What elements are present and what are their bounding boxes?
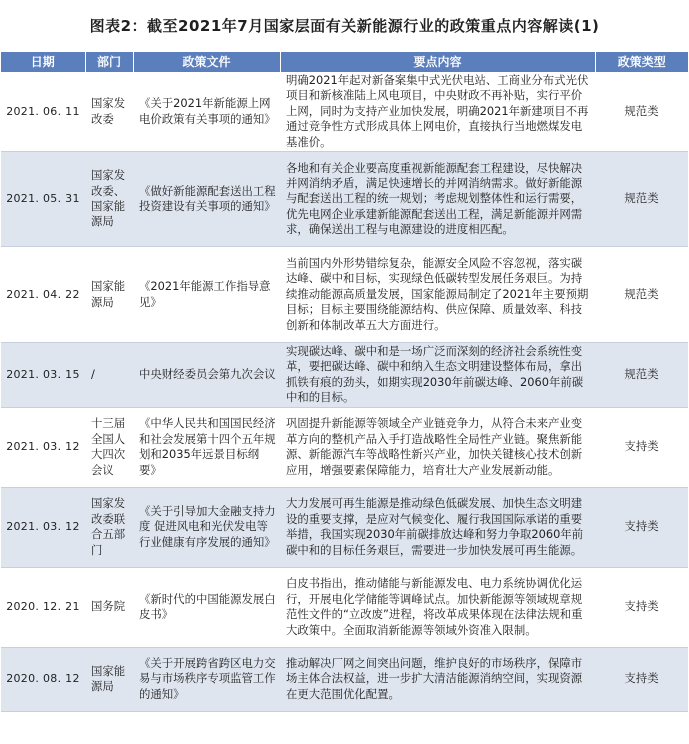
cell-dept: 国家能源局: [85, 247, 133, 343]
table-row: [1, 647, 688, 711]
cell-doc: 《2021年能源工作指导意见》: [133, 247, 280, 343]
cell-doc: 《关于引导加大金融支持力度 促进风电和光伏发电等行业健康有序发展的通知》: [133, 487, 280, 567]
cell-content: 推动解决厂网之间突出问题，维护良好的市场秩序，保障市场主体合法权益，进一步扩大清洁能源消纳空间，实现资源在更大范围优化配置。: [280, 647, 595, 711]
cell-type: 支持类: [595, 647, 688, 711]
cell-content: 各地和有关企业要高度重视新能源配套工程建设，尽快解决并网消纳矛盾，满足快速增长的并网消纳需求。做好新能源与配套送出工程的统一规划；考虑规划整体性和运行需要，优先电网企业承建新能源配套送出工程，满足新能源并网需求，确保送出工程与电源建设的进度相匹配。: [280, 152, 595, 247]
cell-content: 巩固提升新能源等领域全产业链竞争力，从符合未来产业变革方向的整机产品入手打造战略性全局性产业链。聚焦新能源、新能源汽车等战略性新兴产业，加快关键核心技术创新应用，增强要素保障能力，培育壮大产业发展新动能。: [280, 407, 595, 487]
table-row: [1, 247, 688, 343]
cell-doc: 中央财经委员会第九次会议: [133, 343, 280, 408]
header-type: 政策类型: [595, 52, 688, 72]
cell-dept: 国家能源局: [85, 647, 133, 711]
cell-doc: 《新时代的中国能源发展白皮书》: [133, 567, 280, 647]
cell-type: 规范类: [595, 247, 688, 343]
header-dept: 部门: [85, 52, 133, 72]
cell-date: 2021. 03. 12: [1, 407, 85, 487]
cell-type: 规范类: [595, 343, 688, 408]
cell-content: 实现碳达峰、碳中和是一场广泛而深刻的经济社会系统性变革，要把碳达峰、碳中和纳入生态文明建设整体布局，拿出抓铁有痕的劲头，如期实现2030年前碳达峰、2060年前碳中和的目标。: [280, 343, 595, 408]
cell-doc: 《关于2021年新能源上网电价政策有关事项的通知》: [133, 72, 280, 152]
cell-date: 2021. 03. 12: [1, 487, 85, 567]
cell-dept: 十三届全国人大四次会议: [85, 407, 133, 487]
cell-dept: 国家发改委: [85, 72, 133, 152]
table-row: [1, 567, 688, 647]
cell-type: 支持类: [595, 567, 688, 647]
cell-doc: 《做好新能源配套送出工程投资建设有关事项的通知》: [133, 152, 280, 247]
table-row: [1, 343, 688, 408]
cell-date: 2020. 08. 12: [1, 647, 85, 711]
cell-dept: 国家发改委联合五部门: [85, 487, 133, 567]
cell-type: 支持类: [595, 407, 688, 487]
cell-content: 大力发展可再生能源是推动绿色低碳发展、加快生态文明建设的重要支撑，是应对气候变化、履行我国国际承诺的重要举措，我国实现2030年前碳排放达峰和努力争取2060年前碳中和的目标任务艰巨，需要进一步加快发展可再生能源。: [280, 487, 595, 567]
header-content: 要点内容: [280, 52, 595, 72]
page-title: 图表2：截至2021年7月国家层面有关新能源行业的政策重点内容解读(1): [89, 17, 600, 35]
cell-date: 2021. 03. 15: [1, 343, 85, 408]
cell-dept: 国务院: [85, 567, 133, 647]
header-date: 日期: [1, 52, 85, 72]
cell-doc: 《中华人民共和国国民经济和社会发展第十四个五年规划和2035年远景目标纲要》: [133, 407, 280, 487]
cell-date: 2021. 04. 22: [1, 247, 85, 343]
table-row: [1, 152, 688, 247]
cell-type: 规范类: [595, 72, 688, 152]
cell-date: 2021. 05. 31: [1, 152, 85, 247]
table-header-row: [1, 52, 688, 72]
cell-type: 支持类: [595, 487, 688, 567]
table-row: [1, 487, 688, 567]
policy-table: [1, 52, 688, 712]
cell-date: 2020. 12. 21: [1, 567, 85, 647]
header-doc: 政策文件: [133, 52, 280, 72]
cell-dept: /: [85, 343, 133, 408]
cell-date: 2021. 06. 11: [1, 72, 85, 152]
table-row: [1, 72, 688, 152]
table-row: [1, 407, 688, 487]
cell-content: 白皮书指出，推动储能与新能源发电、电力系统协调优化运行，开展电化学储能等调峰试点。加快新能源等领域规章规范性文件的“立改废”进程，将改革成果体现在法律法规和重大政策中。全面取消新能源等领域外资准入限制。: [280, 567, 595, 647]
cell-dept: 国家发改委、国家能源局: [85, 152, 133, 247]
cell-type: 规范类: [595, 152, 688, 247]
cell-doc: 《关于开展跨省跨区电力交易与市场秩序专项监管工作的通知》: [133, 647, 280, 711]
cell-content: 当前国内外形势错综复杂，能源安全风险不容忽视，落实碳达峰、碳中和目标，实现绿色低碳转型发展任务艰巨。为持续推动能源高质量发展，国家能源局制定了2021年主要预期目标；目标主要围绕能源结构、供应保障、质量效率、科技创新和体制改革五大方面进行。: [280, 247, 595, 343]
cell-content: 明确2021年起对新备案集中式光伏电站、工商业分布式光伏项目和新核准陆上风电项目，中央财政不再补贴，实行平价上网，同时为支持产业加快发展，明确2021年新建项目不再通过竞争性方式形成具体上网电价，直接执行当地燃煤发电基准价。: [280, 72, 595, 152]
